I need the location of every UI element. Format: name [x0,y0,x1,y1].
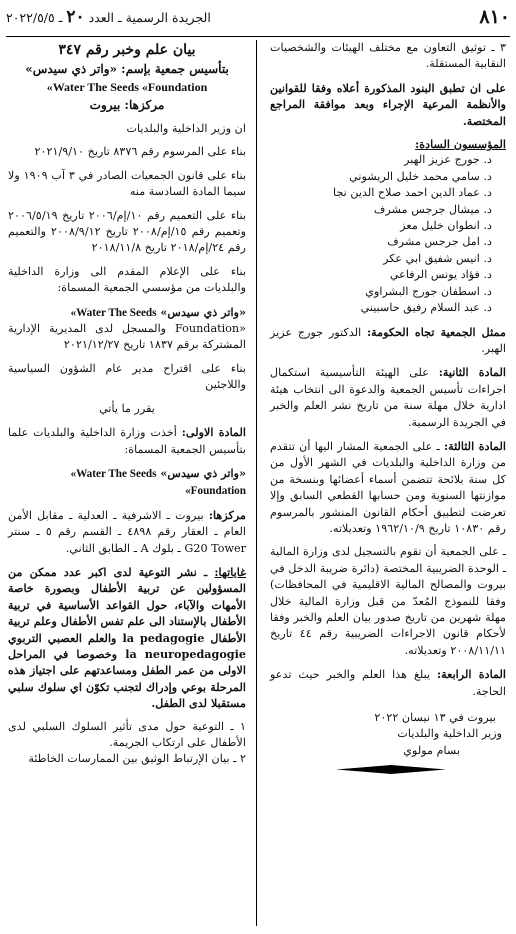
notice-hq: مركزها: بيروت [89,98,165,112]
government-representative [270,324,506,358]
founder-item: د. انطوان خليل معز [400,219,492,233]
article-1-label: المادة الاولى: [181,425,246,440]
article-3-text: ـ على الجمعية المشار اليها أن تتقدم من وزارة الداخلية والبلديات في الشهر الأول من كل سنة بلائحة تتضمن أسماء أعضائها وبنسخة من موازنتها السنوية ومن حسابها القطعي السابق وإلا تعرضت لتطبيق أحكام القانون المنشور بالمرسوم رقم ١٠٨٣٠ تاريخ ١٩٦٢/١٠/٩ وتعديلاته. [270,439,506,535]
association-name-ar: «واتر ذي سيدس» [160,304,246,319]
column-divider [256,40,257,926]
article-4-label: المادة الرابعة: [437,667,506,682]
article-4-text: يبلغ هذا العلم والخبر حيث تدعو الحاجة. [270,668,506,698]
founder-item: د. اسطفان جورج البشراوي [365,284,492,298]
association-name-2-en: «Water The Seeds [70,467,157,480]
article-3 [270,438,506,537]
association-name-2-line2 [8,482,246,499]
founder-item: د. جورج عزيز الهبر [404,153,492,167]
article-3-label: المادة الثالثة: [443,438,506,453]
founders-heading: المؤسسون السادة: [415,137,506,152]
signature-title: وزير الداخلية والبلديات [397,727,502,741]
association-name-en: «Water The Seeds [70,306,157,319]
compliance-note: على ان تطبق البنود المذكورة أعلاه وفقا للقوانين والأنظمة المرعية الإجراء وبعد موافقة المراجع المختصة. [270,80,506,128]
goal-1: ١ ـ التوعية حول مدى تأثير السلوك السلبي لدى الأطفال على ارتكاب الجريمة. [8,719,246,749]
association-name-2-en2: «Foundation [185,485,246,498]
circular-line: بناء على التعميم رقم ١٠/إم/٢٠٠٦ تاريخ ٢٠٠٦/٥/١٩ وتعميم رقم ١٥/إم/٢٠٠٨ تاريخ ٢٠٠٨/٩/١٢ والتعميم رقم ٢٤/إم/٢٠١٨ تاريخ ٢٠١٨/١١/٨ [8,208,246,255]
founder-item: د. سامي محمد خليل الريشوني [349,169,492,183]
rep-text: الدكتور جورج عزيز الهبر. [270,325,506,355]
goals-text: ـ نشر التوعية لدى اكبر عدد ممكن من المسؤولين عن تربية الأطفال وبصورة خاصة الأمهات والآباء، حول القواعد الأساسية في تربية الأطفال بالإستناد الى علم تفس الأطفال وعلم تربية الأطفال la pedagogie والعلم العصبي التربوي la neuropedagogie وخصوصا في المراحل الاولى من عمر الطفل ومساعدتهم على اجتياز هذه المرحلة بوعي وإدراك لتجنب تكوّن اي سلوك سلبي مستقبلا لدى الطفل. [8,564,246,711]
right-column [270,40,506,774]
article-2-label: المادة الثانية: [438,365,506,380]
hq-label: مركزها: [208,507,246,522]
association-name [8,304,246,321]
law-line: بناء على قانون الجمعيات الصادر في ٣ آب ١٩٠٩ ولا سيما المادة السادسة منه [8,168,246,199]
minister-line: ان وزير الداخلية والبلديات [126,122,246,135]
founders-list [270,152,506,316]
founder-item: د. انيس شفيق ابي عكر [383,251,492,265]
goals [8,564,246,712]
decree-line: بناء على المرسوم رقم ٨٣٧٦ تاريخ ٢٠٢١/٩/١٠ [34,145,246,159]
page-header [0,0,516,34]
notice-subtitle-en: «Water The Seeds «Foundation [46,80,208,94]
association-name-2 [8,465,246,482]
issue-number: ٢٠ [66,7,85,27]
rep-label: ممثل الجمعية تجاه الحكومة: [367,324,506,339]
registration-line: «Foundation والمسجل لدى المديرية الإدارية المشتركة برقم ١٨٣٧ تاريخ ٢٠٢١/١٢/٢٧ [8,322,246,352]
article-1 [8,424,246,458]
founder-item: د. عماد الدين احمد صلاح الدين نجا [333,186,492,200]
notice-line: بناء على الإعلام المقدم الى وزارة الداخلية والبلديات من مؤسسي الجمعية المسماة: [8,264,246,295]
notice-subtitle-en-line [8,78,246,96]
association-name-2-ar: «واتر ذي سيدس» [160,465,246,480]
notice-subtitle: بتأسيس جمعية بإسم: «واتر ذي سيدس» [25,62,229,76]
page-number: ٨١٠ [479,6,510,28]
article-2-text: على الهيئة التأسيسية استكمال اجراءات تأسيس الجمعية والدعوة الى انتخاب هيئة ادارية خلال مهلة سنة من تاريخ نشر العلم والخبر في الجريدة الرسمية. [270,366,506,429]
left-column [8,40,246,768]
header-divider [6,36,510,37]
signature-date: بيروت في ١٣ نيسان ٢٠٢٢ [374,711,496,725]
clause-3: ٣ ـ توثيق التعاون مع مختلف الهيئات والشخصيات النقابية المستقلة. [270,41,506,71]
tax-registration: ـ على الجمعية أن تقوم بالتسجيل لدى وزارة المالية ـ الوحدة الضريبية المختصة (دائرة ضريبة الدخل في بيروت والمصالح المالية الاقليمية في المحافظات) وفقا للنموذج المُعدّ من قبل وزارة المالية خلال مهلة شهرين من تاريخ صدور بيان العلم والخبر وفقا لأحكام قانون الاجراءات الضريبية رقم ٤٤ تاريخ ٢٠٠٨/١١/١١ وتعديلاته. [270,545,506,657]
decides-line: يقرر ما يأتي [99,401,155,415]
founder-item: د. امل جرجس مشرف [387,235,492,249]
issue-date: ٢٠٢٢/٥/٥ [6,10,55,25]
end-ornament [336,765,446,774]
goal-2: ٢ ـ بيان الإرتباط الوثيق بين الممارسات الخاطئة [28,752,246,766]
article-4 [270,666,506,700]
article-2 [270,364,506,431]
signature-name: بسام مولوي [403,743,460,757]
hq-text: بيروت ـ الاشرفية ـ العدلية ـ مقابل الأمن العام ـ العقار رقم ٤٨٩٨ ـ القسم رقم ٥ ـ سنتر G20 Tower ـ بلوك A ـ الطابق الثاني. [8,508,246,555]
article-1-text: أخذت وزارة الداخلية والبلديات علما بتأسيس الجمعية المسماة: [8,426,246,456]
founder-item: د. ميشال جرجس مشرف [373,202,492,216]
headquarters [8,507,246,557]
gazette-issue: الجريدة الرسمية ـ العدد ٢٠ ـ ٢٠٢٢/٥/٥ [6,7,211,27]
notice-title: بيان علم وخبر رقم ٣٤٧ [58,42,196,58]
gazette-name: الجريدة الرسمية ـ العدد [88,10,211,25]
founder-item: د. عبد السلام رفيق حاسبيني [360,301,492,315]
founder-item: د. فؤاد يونس الرفاعي [389,268,492,282]
proposal-line: بناء على اقتراح مدير عام الشؤون السياسية واللاجئين [8,361,246,392]
goals-label: غاياتها: [214,564,246,579]
